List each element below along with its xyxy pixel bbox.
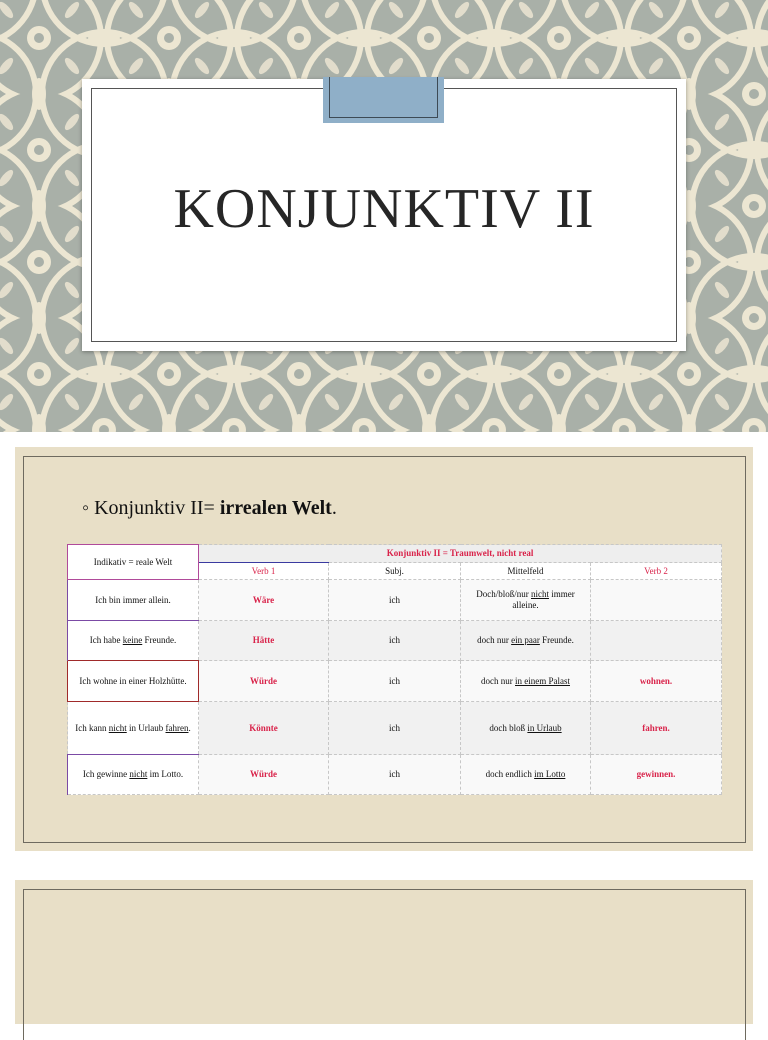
subj-cell: ich	[329, 621, 461, 661]
bullet-point	[82, 497, 337, 520]
indikativ-text: im Lotto.	[147, 769, 184, 779]
header-subj: Subj.	[329, 563, 461, 580]
table-row	[68, 702, 722, 755]
mittelfeld-underlined: ein paar	[511, 635, 540, 645]
mittelfeld-underlined: im Lotto	[534, 769, 566, 779]
verb1-cell: Hätte	[199, 621, 329, 661]
title-accent-tab	[323, 77, 444, 123]
mittelfeld-cell	[461, 580, 591, 621]
subj-cell: ich	[329, 755, 461, 795]
mittelfeld-text: doch endlich	[485, 769, 535, 779]
mittelfeld-cell	[461, 621, 591, 661]
indikativ-underlined: nicht	[108, 722, 127, 733]
indikativ-cell	[68, 702, 199, 755]
table-row	[68, 580, 722, 621]
indikativ-text: Ich habe	[89, 635, 123, 645]
indikativ-text: Ich wohne in einer Holzhütte.	[79, 675, 187, 686]
indikativ-text: Ich bin immer allein.	[95, 594, 171, 605]
indikativ-cell	[68, 621, 199, 661]
mittelfeld-text: doch nur	[481, 675, 515, 686]
verb1-cell: Könnte	[199, 702, 329, 755]
header-verb2: Verb 2	[591, 563, 722, 580]
verb2-cell: gewinnen.	[591, 755, 722, 795]
indikativ-text: Freunde.	[142, 635, 177, 645]
content-slide-border	[23, 456, 746, 843]
mittelfeld-text: Doch/bloß/nur	[476, 589, 531, 599]
indikativ-cell	[68, 755, 199, 795]
header-verb1: Verb 1	[199, 563, 329, 580]
next-slide-border	[23, 889, 746, 1040]
indikativ-text: in Urlaub	[126, 722, 166, 733]
subj-cell: ich	[329, 702, 461, 755]
konjunktiv-table	[67, 544, 722, 795]
indikativ-underlined: fahren	[165, 722, 189, 733]
verb1-cell: Wäre	[199, 580, 329, 621]
header-konjunktiv: Konjunktiv II = Traumwelt, nicht real	[199, 545, 722, 563]
mittelfeld-underlined: in Urlaub	[527, 722, 562, 733]
mittelfeld-text: Freunde.	[539, 635, 574, 645]
verb2-cell: wohnen.	[591, 661, 722, 702]
subj-cell: ich	[329, 661, 461, 702]
mittelfeld-cell	[461, 702, 591, 755]
indikativ-cell	[68, 580, 199, 621]
header-mittelfeld: Mittelfeld	[461, 563, 591, 580]
indikativ-cell	[68, 661, 199, 702]
slide-title: KONJUNKTIV II	[173, 178, 595, 240]
content-slide	[15, 447, 753, 851]
indikativ-underlined: keine	[122, 635, 143, 645]
title-card	[82, 79, 686, 351]
mittelfeld-underlined: nicht	[531, 589, 549, 599]
verb1-cell: Würde	[199, 661, 329, 702]
indikativ-underlined: nicht	[129, 769, 148, 779]
subj-cell: ich	[329, 580, 461, 621]
table-row	[68, 661, 722, 702]
indikativ-text: Ich gewinne	[82, 769, 130, 779]
next-slide	[15, 880, 753, 1024]
verb1-cell: Würde	[199, 755, 329, 795]
mittelfeld-cell	[461, 755, 591, 795]
mittelfeld-text: doch bloß	[489, 722, 528, 733]
bullet-suffix: .	[331, 497, 337, 519]
verb2-cell: fahren.	[591, 702, 722, 755]
table-row	[68, 621, 722, 661]
title-accent-tab-border	[329, 77, 438, 118]
mittelfeld-text: doch nur	[477, 635, 512, 645]
mittelfeld-cell	[461, 661, 591, 702]
header-indikativ: Indikativ = reale Welt	[68, 545, 199, 580]
mittelfeld-text: immer alleine.	[512, 589, 575, 610]
verb2-cell	[591, 621, 722, 661]
table-row	[68, 755, 722, 795]
indikativ-text: .	[188, 722, 191, 733]
bullet-bold-text: irrealen Welt	[219, 497, 332, 519]
indikativ-text: Ich kann	[75, 722, 109, 733]
title-slide	[0, 0, 768, 432]
verb2-cell	[591, 580, 722, 621]
bullet-prefix: ◦ Konjunktiv II=	[82, 497, 220, 519]
mittelfeld-underlined: in einem Palast	[515, 675, 570, 686]
